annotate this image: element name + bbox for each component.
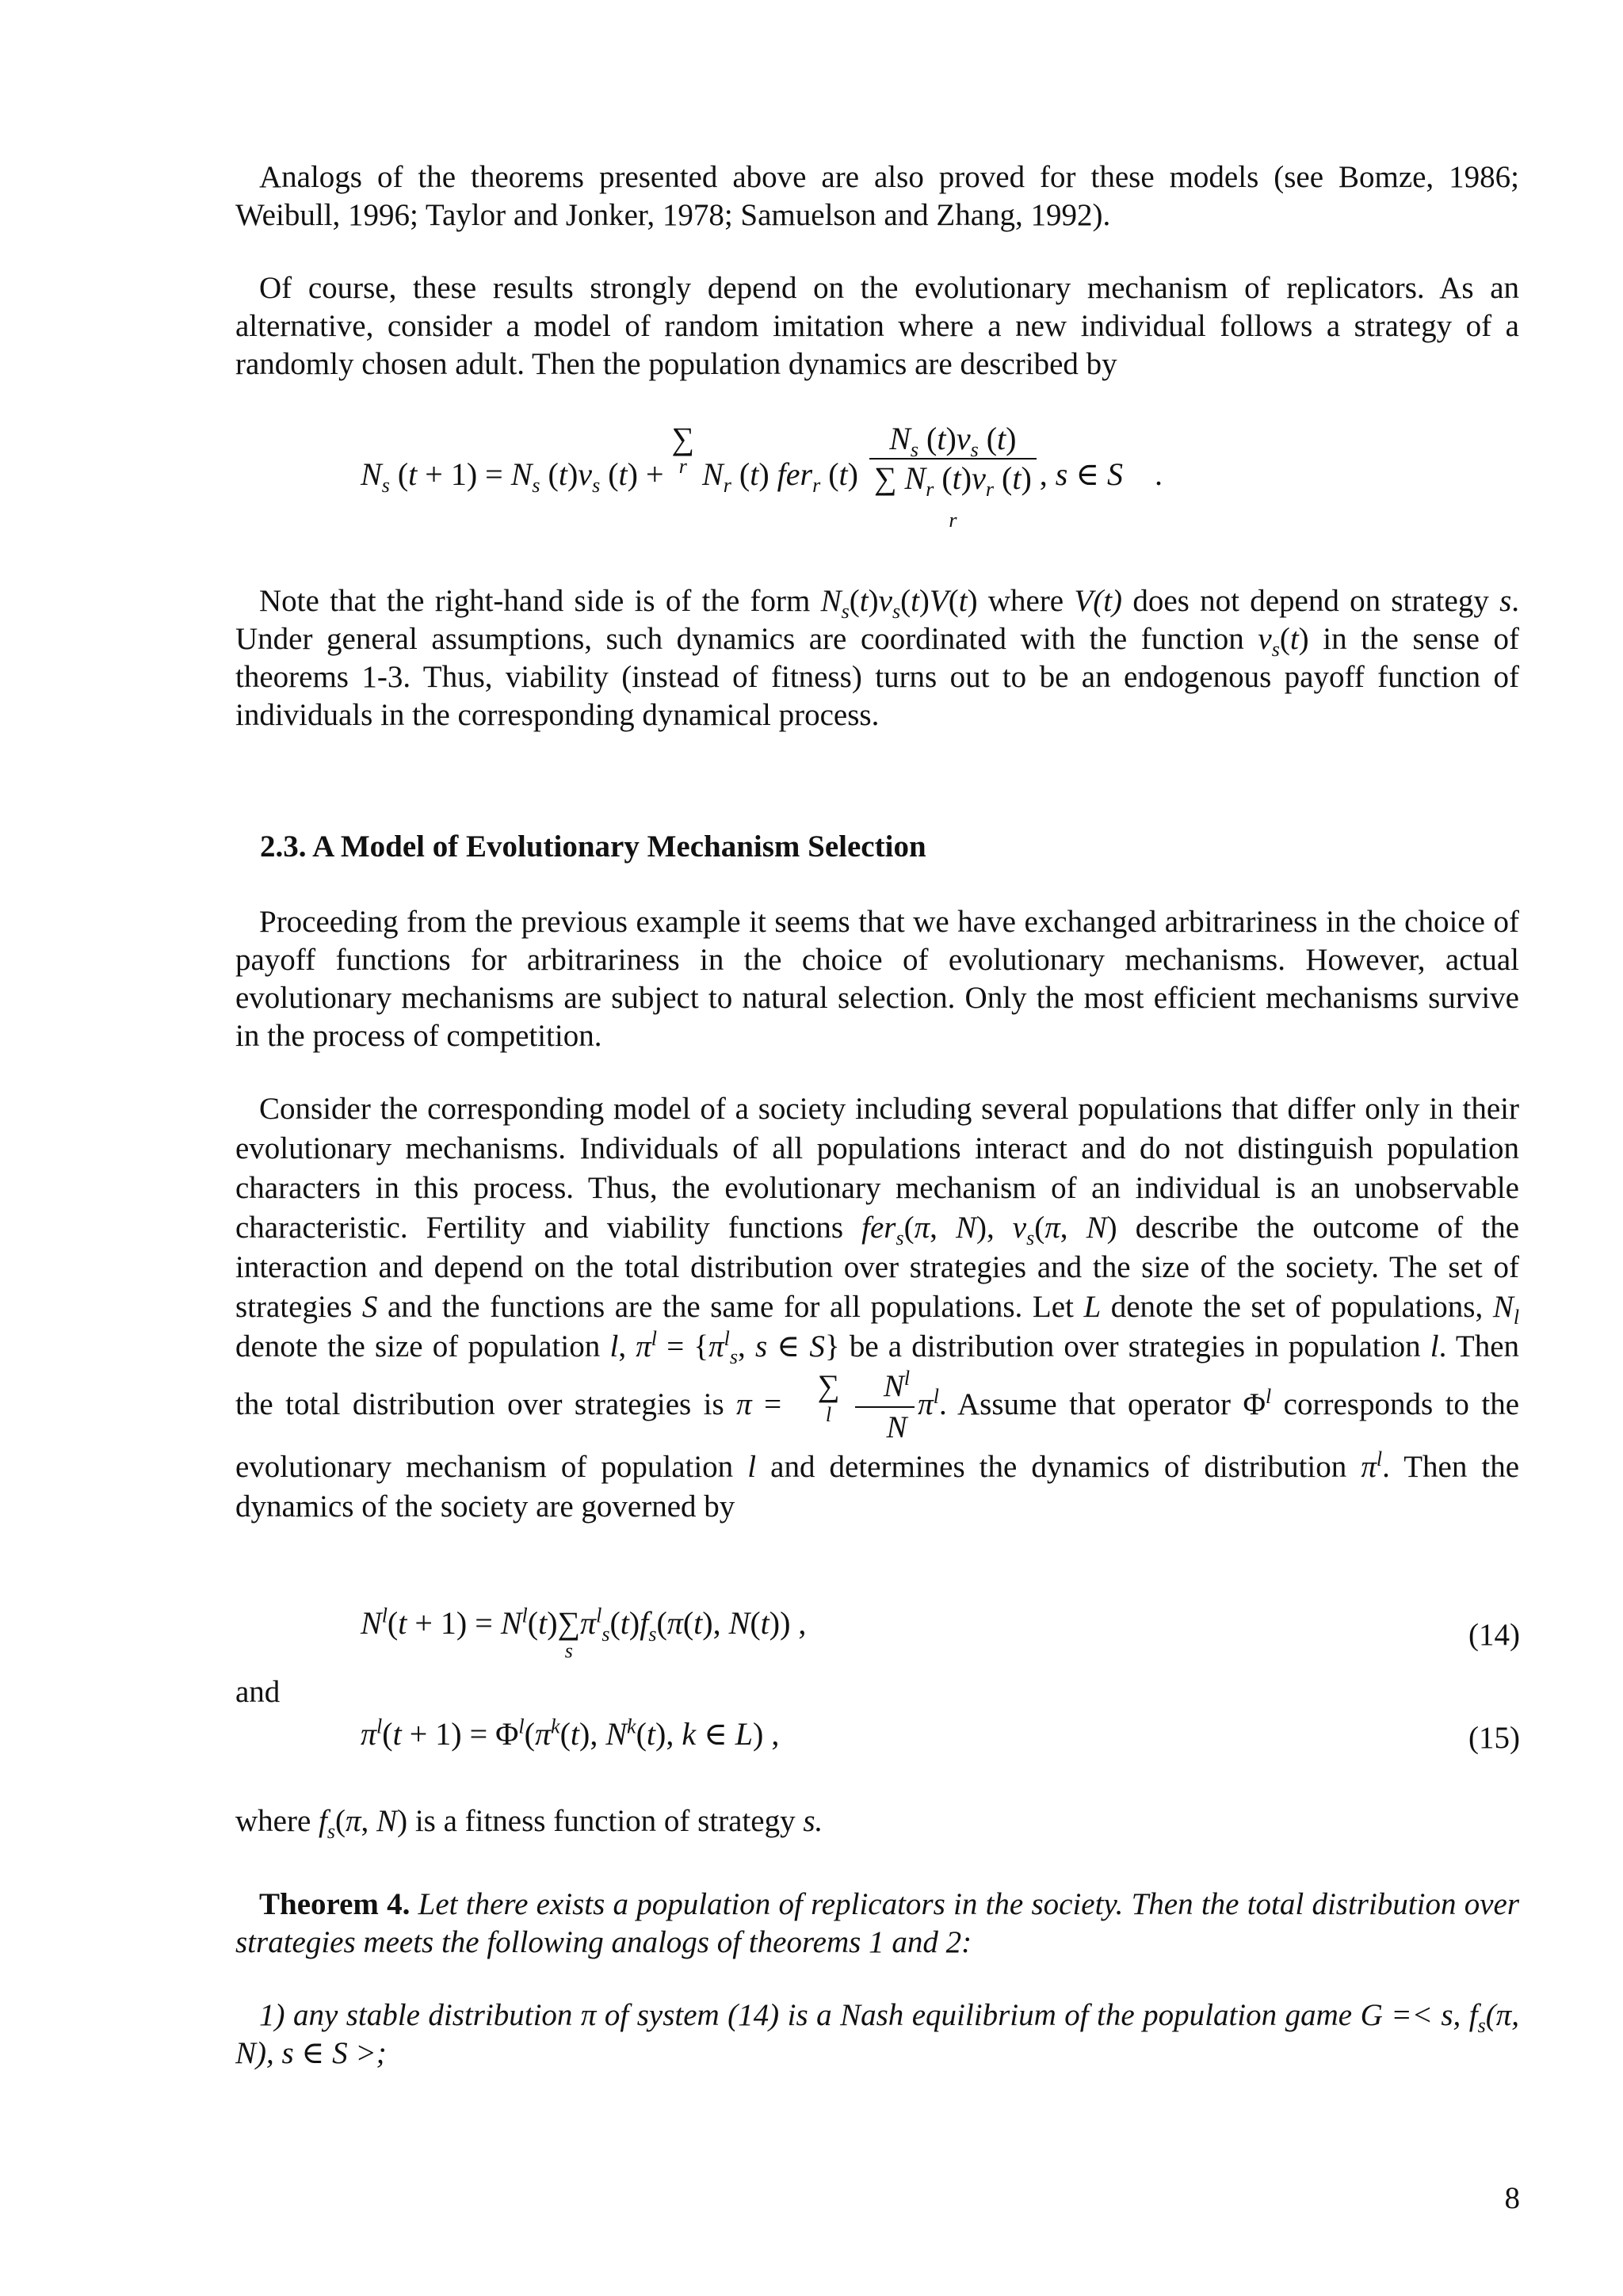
text-segment: in the sense of theorems 1-3. Thus, viability (instead of fitness) turns out to be an endogenous payoff function of individuals in the corresponding dynamical process.: [235, 622, 1519, 732]
paragraph-replicators: Of course, these results strongly depend on the evolutionary mechanism of replicators. As an alternative, consider a model of random imitation where a new individual follows a strategy of a randomly chosen adult. Then the population dynamics are described by: [235, 271, 1519, 381]
text-segment: is a fitness function of strategy: [414, 1804, 796, 1838]
text-segment: S: [361, 1290, 378, 1324]
paragraph-note: Note that the right-hand side is of the form $N_s(t)v_s(t)V(t)$ where V(t) does not depend on strategy s. Under general assumptions, such dynamics are coordinated with the function $v_s(t)$ in the sense of theorems 1-3. Thus, viability (instead of fitness) turns out to be an endogenous payoff function of individuals in the corresponding dynamical process.: [235, 584, 1520, 732]
paragraph-analogs: Analogs of the theorems presented above are also proved for these models (see Bomze, 1986; Weibull, 1996; Taylor and Jonker, 1978; Samuelson and Zhang, 1992).: [235, 160, 1519, 232]
text-segment: of system (14) is a Nash equilibrium of the population game: [604, 1998, 1353, 2032]
theorem-label: Theorem 4.: [259, 1887, 411, 1921]
text-segment: denote the size of population: [235, 1329, 601, 1363]
equation-15: $\pi^l(t + 1) = \Phi^l(\pi^k(t)$, $N^k(t)$, k ∈ L) ,: [361, 1714, 780, 1752]
equation-14: $N^l(t + 1) = N^l(t)$ ∑ s $\pi^l_s(t)f_s(\pi(t)$, N(t)) ,: [361, 1604, 807, 1662]
text-segment: . Assume that operator: [938, 1386, 1231, 1421]
page-number: 8: [1504, 2181, 1520, 2215]
text-segment: and determines the dynamics of distribution: [770, 1450, 1347, 1484]
text-segment: L: [1083, 1290, 1102, 1324]
text-segment: l: [1430, 1329, 1439, 1363]
text-segment: where: [235, 1804, 311, 1838]
paragraph-proceeding: Proceeding from the previous example it seems that we have exchanged arbitrariness in the choice of payoff functions for arbitrariness in the choice of evolutionary mechanisms. However, actual evolutionary mechanisms are subject to natural selection. Only the most efficient mechanisms survive in the process of competition.: [235, 905, 1519, 1053]
text-segment: 1) any stable distribution: [259, 1998, 573, 2032]
text-segment: where: [987, 584, 1064, 618]
text-segment: V(t): [1074, 584, 1123, 618]
text-segment: does not depend on strategy: [1132, 584, 1489, 618]
text-segment: s: [1499, 584, 1512, 618]
paragraph-where: where $f_s(\pi$, N) is a fitness function of strategy s.: [235, 1804, 823, 1843]
text-segment: be a distribution over strategies in population: [849, 1329, 1421, 1363]
text-segment: describe the outcome of the interaction and depend on the total distribution over strategies and the size of the society. The set of strategies: [235, 1211, 1519, 1324]
text-segment: Note that the right-hand side is of the form: [259, 584, 811, 618]
and-label: and: [235, 1675, 281, 1709]
text-segment: l: [747, 1450, 757, 1484]
equation-15-number: (15): [1468, 1721, 1520, 1755]
text-segment: s.: [803, 1804, 823, 1838]
text-segment: . Then the dynamics of the society are governed by: [235, 1450, 1520, 1524]
text-segment: denote the set of populations,: [1110, 1290, 1484, 1324]
section-heading: 2.3. A Model of Evolutionary Mechanism Selection: [260, 830, 926, 864]
theorem-item-1: 1) any stable distribution π of system (14) is a Nash equilibrium of the population game G =< s, $f_s(\pi$, N), s ∈ S >;: [235, 1998, 1520, 2070]
equation-14-number: (14): [1468, 1618, 1520, 1652]
text-segment: . Under general assumptions, such dynamics are coordinated with the function: [235, 584, 1520, 656]
theorem-text: Let there exists a population of replicators in the society. Then the total distribution over strategies meets the following analogs of theorems 1 and 2:: [235, 1887, 1520, 1959]
text-segment: and the functions are the same for all populations. Let: [387, 1290, 1074, 1324]
paragraph-society-model: Consider the corresponding model of a society including several populations that differ only in their evolutionary mechanisms. Individuals of all populations interact and do not distinguish population characters in this process. Thus, the evolutionary mechanism of an individual is an unobservable characteristic. Fertility and viability functions fer$_s$(π, N), $v_s(\pi$, N) describe the outcome of the interaction and depend on the total distribution over strategies and the size of the society. The set of strategies S and the functions are the same for all populations. Let L denote the set of populations, $N_l$ denote the size of population l, $\pi^l = \{\pi^l_s$, s ∈ S} be a distribution over strategies in population l. Then the total distribution over strategies is π = ∑ l $\frac{N^l}{N}$ $\pi^l$. Assume that operator $\Phi^l$ corresponds to the evolutionary mechanism of population l and determines the dynamics of distribution $\pi^l$. Then the dynamics of the society are governed by: [235, 1092, 1520, 1524]
text-segment: Consider the corresponding model of a society including several populations that differ only in their evolutionary mechanisms. Individuals of all populations interact and do not distinguish population characters in this process. Thus, the evolutionary mechanism of an individual is an unobservable characteristic. Fertility and viability functions: [235, 1092, 1519, 1245]
text-segment: l: [609, 1329, 619, 1363]
text-segment: corresponds to the evolutionary mechanism of population: [235, 1386, 1520, 1484]
equation-random-imitation: $N_s$ $(t + 1) = N_s$ $(t)v_s$ (t) + ∑ r $N_r$ (t) fer$_r$ (t) $N_s$ $(t)v_s$ (t) ∑ $N_r$ $(t)v_r$ (t) r , s ∈ S .: [361, 421, 1163, 532]
theorem-4: [235, 1886, 1519, 1962]
text-segment: . Then the total distribution over strategies is: [235, 1329, 1520, 1421]
